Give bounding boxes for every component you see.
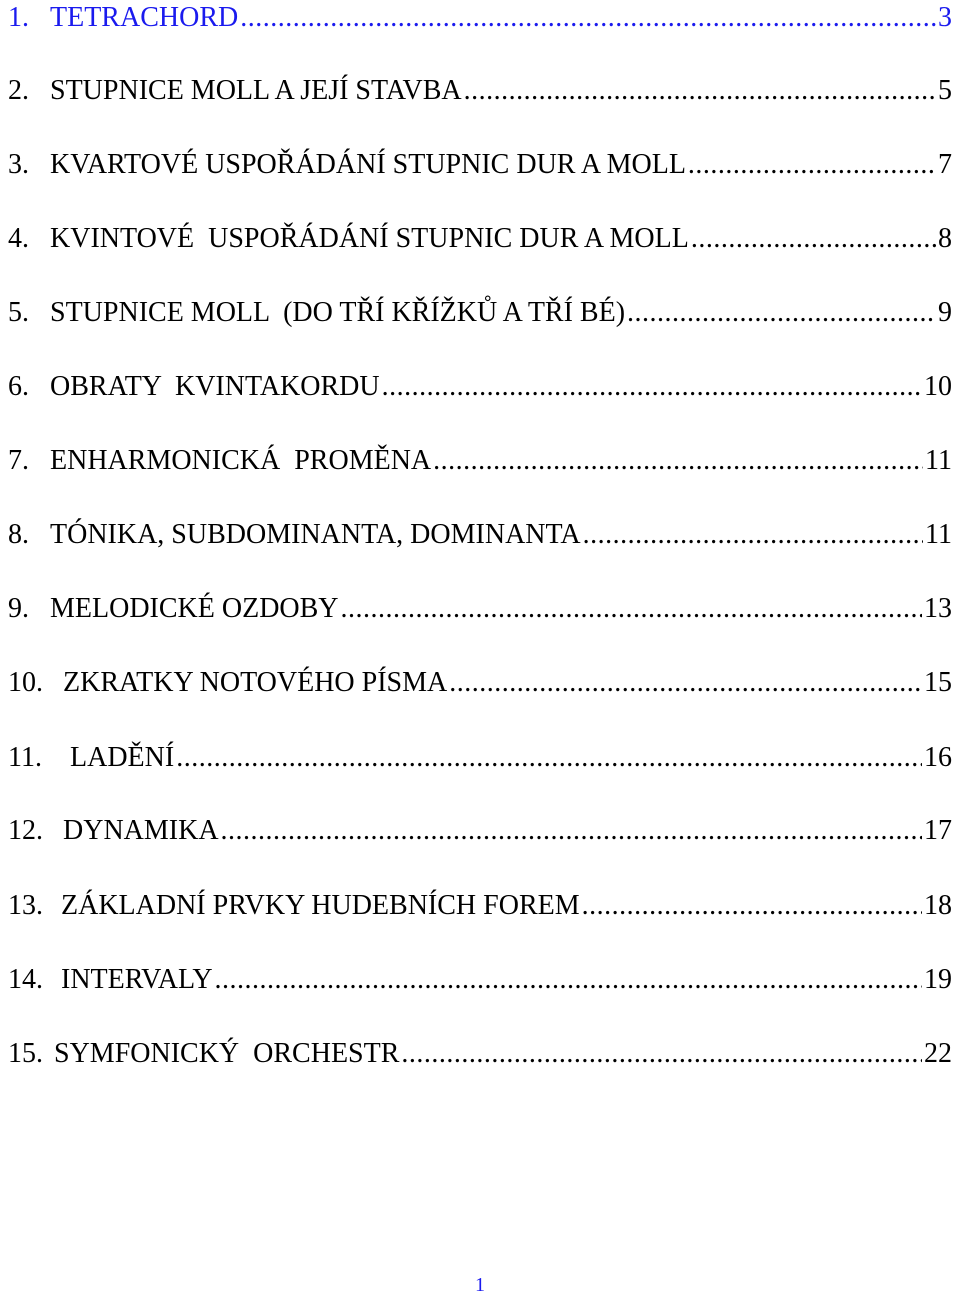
toc-entry-page: 10 [924, 371, 952, 402]
toc-entry-14[interactable] [8, 962, 952, 998]
toc-entry-number: 11. [8, 742, 42, 773]
dot-leader [464, 73, 936, 109]
toc-entry-title: DYNAMIKA [63, 815, 219, 846]
toc-entry-7[interactable] [8, 443, 952, 479]
footer-page-number: 1 [475, 1274, 485, 1296]
toc-entry-page: 22 [924, 1038, 952, 1069]
toc-entry-5[interactable] [8, 295, 952, 331]
dot-leader [341, 591, 922, 627]
toc-entry-page: 5 [938, 75, 952, 106]
toc-entry-3[interactable] [8, 147, 952, 183]
toc-entry-page: 13 [924, 593, 952, 624]
toc-entry-title: ENHARMONICKÁ PROMĚNA [50, 445, 432, 476]
toc-entry-title: STUPNICE MOLL (DO TŘÍ KŘÍŽKŮ A TŘÍ BÉ) [50, 297, 626, 328]
dot-leader [582, 888, 922, 924]
toc-entry-title: ZÁKLADNÍ PRVKY HUDEBNÍCH FOREM [61, 890, 580, 921]
toc-entry-6[interactable] [8, 369, 952, 405]
dot-leader [221, 813, 922, 849]
toc-entry-page: 17 [924, 815, 952, 846]
toc-entry-number: 10. [8, 667, 43, 698]
toc-entry-2[interactable] [8, 73, 952, 109]
toc-entry-title: TÓNIKA, SUBDOMINANTA, DOMINANTA [50, 519, 581, 550]
toc-entry-4[interactable] [8, 221, 952, 257]
toc-entry-number: 9. [8, 593, 29, 624]
dot-leader [215, 962, 922, 998]
toc-entry-page: 16 [924, 742, 952, 773]
toc-entry-title: KVARTOVÉ USPOŘÁDÁNÍ STUPNIC DUR A MOLL [50, 149, 686, 180]
toc-entry-9[interactable] [8, 591, 952, 627]
toc-entry-number: 7. [8, 445, 29, 476]
toc-entry-title: TETRACHORD [50, 2, 239, 33]
toc-entry-number: 13. [8, 890, 43, 921]
toc-entry-page: 7 [938, 149, 952, 180]
toc-entry-15[interactable] [8, 1036, 952, 1072]
dot-leader [433, 443, 923, 479]
toc-entry-page: 8 [938, 223, 952, 254]
toc-entry-page: 11 [925, 519, 952, 550]
toc-entry-title: OBRATY KVINTAKORDU [50, 371, 380, 402]
toc-entry-title: SYMFONICKÝ ORCHESTR [54, 1038, 400, 1069]
toc-entry-page: 15 [924, 667, 952, 698]
toc-entry-number: 12. [8, 815, 43, 846]
dot-leader [382, 369, 922, 405]
toc-entry-number: 5. [8, 297, 29, 328]
dot-leader [401, 1036, 922, 1072]
toc-entry-11[interactable] [8, 740, 952, 776]
toc-entry-title: MELODICKÉ OZDOBY [50, 593, 339, 624]
toc-entry-number: 4. [8, 223, 29, 254]
dot-leader [449, 665, 922, 701]
toc-entry-page: 18 [924, 890, 952, 921]
toc-entry-title: INTERVALY [61, 964, 213, 995]
toc-entry-page: 19 [924, 964, 952, 995]
toc-entry-title: KVINTOVÉ USPOŘÁDÁNÍ STUPNIC DUR A MOLL [50, 223, 689, 254]
toc-entry-number: 14. [8, 964, 43, 995]
toc-entry-number: 2. [8, 75, 29, 106]
toc-entry-number: 1. [8, 2, 29, 33]
toc-entry-number: 15. [8, 1038, 43, 1069]
toc-entry-1[interactable] [8, 0, 952, 36]
toc-entry-13[interactable] [8, 888, 952, 924]
toc-entry-page: 11 [925, 445, 952, 476]
dot-leader [583, 517, 923, 553]
toc-entry-page: 9 [938, 297, 952, 328]
toc-entry-number: 6. [8, 371, 29, 402]
dot-leader [688, 147, 936, 183]
toc-entry-12[interactable] [8, 813, 952, 849]
dot-leader [691, 221, 936, 257]
toc-entry-number: 3. [8, 149, 29, 180]
toc-entry-10[interactable] [8, 665, 952, 701]
toc-entry-number: 8. [8, 519, 29, 550]
toc-entry-page: 3 [938, 2, 952, 33]
toc-entry-title: ZKRATKY NOTOVÉHO PÍSMA [63, 667, 448, 698]
dot-leader [627, 295, 936, 331]
toc-entry-title: STUPNICE MOLL A JEJÍ STAVBA [50, 75, 462, 106]
dot-leader [240, 0, 936, 36]
dot-leader [176, 740, 922, 776]
toc-entry-title: LADĚNÍ [63, 742, 175, 773]
toc-entry-8[interactable] [8, 517, 952, 553]
